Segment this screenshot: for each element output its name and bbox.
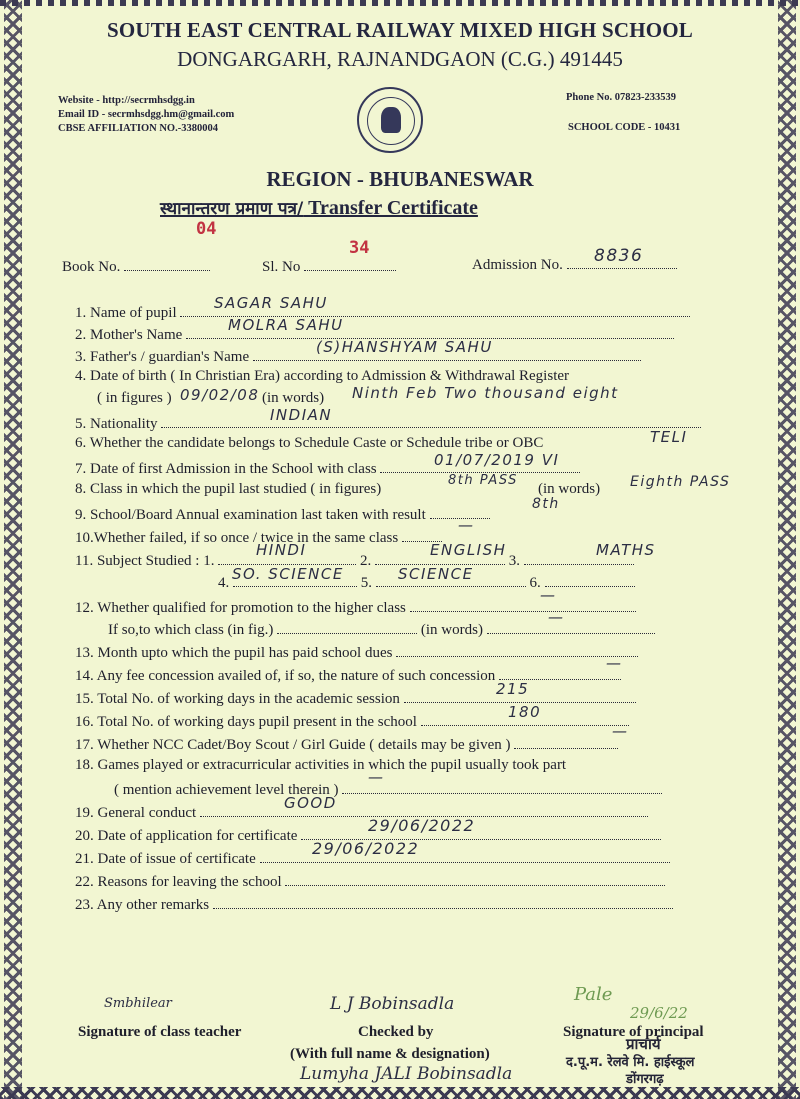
- book-no-value: 04: [196, 219, 217, 239]
- field-exam-result: 9. School/Board Annual examination last taken with result: [75, 504, 490, 524]
- value-dob-words: Ninth Feb Two thousand eight: [352, 384, 619, 402]
- field-days-present: 16. Total No. of working days pupil present in the school: [75, 711, 629, 731]
- subject-4: SO. SCIENCE: [232, 565, 344, 583]
- sl-no: Sl. No: [262, 256, 396, 276]
- principal-stamp-school: द.पू.म. रेलवे मि. हाईस्कूल: [566, 1055, 695, 1070]
- field-dob-words: (in words): [262, 390, 325, 406]
- decorative-border-right: [778, 0, 796, 1099]
- school-code: SCHOOL CODE - 10431: [568, 122, 681, 133]
- value-conduct: GOOD: [284, 794, 337, 812]
- field-last-class-words: (in words): [538, 481, 601, 497]
- value-days-present: 180: [508, 703, 542, 721]
- field-games: 18. Games played or extracurricular activities in which the pupil usually took part: [75, 757, 567, 773]
- subject-2: ENGLISH: [430, 541, 507, 559]
- field-conduct: 19. General conduct: [75, 802, 648, 822]
- subject-1: HINDI: [256, 541, 307, 559]
- field-working-days: 15. Total No. of working days in the academic session: [75, 688, 636, 708]
- principal-label: Signature of principal: [563, 1024, 704, 1040]
- decorative-border-bottom: [0, 1087, 800, 1099]
- subject-5: SCIENCE: [398, 565, 474, 583]
- admission-no: Admission No.: [472, 254, 677, 274]
- value-caste: TELI: [650, 428, 688, 446]
- phone-number: Phone No. 07823-233539: [566, 92, 676, 103]
- designation-label: (With full name & designation): [290, 1046, 490, 1062]
- field-achievement: ( mention achievement level therein ): [114, 779, 662, 799]
- value-exam-result: 8th: [532, 496, 560, 512]
- field-nationality: 5. Nationality: [75, 413, 701, 433]
- field-issue-date: 21. Date of issue of certificate: [75, 848, 670, 868]
- field-ncc: 17. Whether NCC Cadet/Boy Scout / Girl Guide ( details may be given ): [75, 734, 618, 754]
- region: REGION - BHUBANESWAR: [266, 167, 534, 191]
- field-failed: 10.Whether failed, if so once / twice in the same class: [75, 527, 442, 547]
- value-fathers-name: (S)HANSHYAM SAHU: [316, 338, 493, 356]
- field-dob-figures: ( in figures ): [97, 390, 172, 406]
- field-name-of-pupil: 1. Name of pupil: [75, 302, 690, 322]
- value-mothers-name: MOLRA SAHU: [228, 316, 344, 334]
- value-dob-figures: 09/02/08: [180, 386, 260, 404]
- certificate-title: [160, 196, 478, 220]
- class-teacher-label: Signature of class teacher: [78, 1024, 242, 1040]
- field-mothers-name: 2. Mother's Name: [75, 324, 674, 344]
- value-promotion: —: [540, 586, 557, 604]
- field-promotion: 12. Whether qualified for promotion to the higher class: [75, 597, 636, 617]
- value-fee-concession: —: [606, 654, 623, 672]
- decorative-border-left: [4, 0, 22, 1099]
- certificate-title-hindi: स्थानान्तरण प्रमाण पत्र/: [160, 199, 304, 219]
- book-no: Book No.: [62, 256, 210, 276]
- value-promotion-words: —: [548, 608, 565, 626]
- school-name: SOUTH EAST CENTRAL RAILWAY MIXED HIGH SCHOOL: [106, 18, 694, 42]
- field-first-admission: 7. Date of first Admission in the School with class: [75, 458, 580, 478]
- field-promotion-class: If so,to which class (in fig.) (in words): [108, 619, 655, 639]
- field-subjects-row2: 4. 5. 6.: [218, 572, 635, 592]
- decorative-border-top: [0, 0, 800, 6]
- field-remarks: 23. Any other remarks: [75, 894, 673, 914]
- value-last-class-figures: 8th PASS: [448, 473, 518, 488]
- website: Website - http://secrmhsdgg.in: [58, 95, 195, 106]
- value-issue-date: 29/06/2022: [312, 839, 420, 858]
- value-name-of-pupil: SAGAR SAHU: [214, 294, 328, 312]
- principal-stamp-place: डोंगरगढ़: [626, 1072, 664, 1087]
- sl-no-value: 34: [349, 238, 370, 258]
- field-date-of-birth: 4. Date of birth ( In Christian Era) according to Admission & Withdrawal Register: [75, 368, 570, 384]
- principal-stamp-title: प्राचार्य: [626, 1035, 661, 1053]
- admission-no-value: 8836: [594, 246, 644, 266]
- field-application-date: 20. Date of application for certificate: [75, 825, 661, 845]
- field-subjects: 11. Subject Studied : 1. 2. 3.: [75, 550, 634, 570]
- field-caste: 6. Whether the candidate belongs to Schedule Caste or Schedule tribe or OBC: [75, 435, 544, 451]
- field-dues: 13. Month upto which the pupil has paid school dues: [75, 642, 638, 662]
- value-application-date: 29/06/2022: [368, 816, 476, 835]
- class-teacher-signature: Smbhilear: [104, 996, 172, 1011]
- field-reasons: 22. Reasons for leaving the school: [75, 871, 665, 891]
- checked-by-name: Lumyha JALI Bobinsadla: [300, 1064, 513, 1084]
- field-fee-concession: 14. Any fee concession availed of, if so, the nature of such concession: [75, 665, 621, 685]
- value-ncc: —: [612, 722, 629, 740]
- school-seal-logo: [357, 87, 423, 153]
- principal-signature-date: 29/6/22: [630, 1004, 688, 1022]
- value-last-class-words: Eighth PASS: [630, 474, 731, 490]
- field-fathers-name: 3. Father's / guardian's Name: [75, 346, 641, 366]
- email: Email ID - secrmhsdgg.hm@gmail.com: [58, 109, 235, 120]
- principal-signature: Pale: [574, 984, 613, 1005]
- checked-by-label: Checked by: [358, 1024, 434, 1040]
- value-nationality: INDIAN: [270, 406, 333, 424]
- field-last-class: 8. Class in which the pupil last studied ( in figures): [75, 481, 382, 497]
- value-achievement: —: [368, 768, 385, 786]
- value-first-admission: 01/07/2019 VI: [434, 451, 560, 469]
- value-failed: —: [458, 516, 475, 534]
- subject-3: MATHS: [596, 541, 656, 559]
- value-working-days: 215: [496, 680, 530, 698]
- certificate-title-english: Transfer Certificate: [303, 197, 478, 219]
- school-address: DONGARGARH, RAJNANDGAON (C.G.) 491445: [177, 47, 623, 71]
- checked-by-signature: L J Bobinsadla: [330, 994, 455, 1014]
- cbse-affiliation: CBSE AFFILIATION NO.-3380004: [58, 123, 218, 134]
